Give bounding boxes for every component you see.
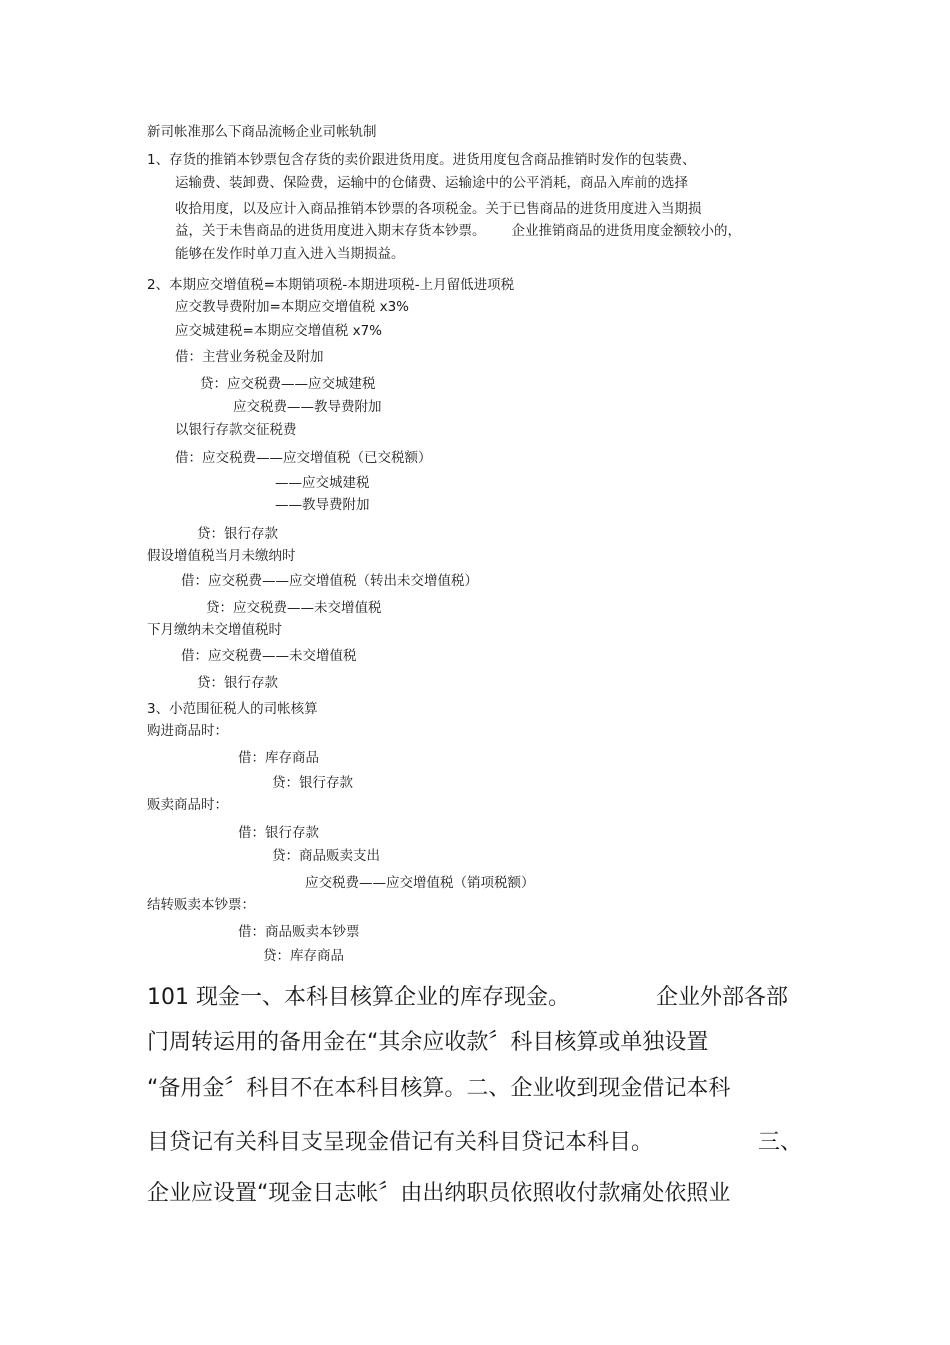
section2-line-17: 贷：银行存款 xyxy=(197,675,278,691)
section3-line-9: 结转贩卖本钞票： xyxy=(147,897,255,913)
section3-line-8: 应交税费——应交增值税（销项税额） xyxy=(305,875,535,891)
large-text-line-1b: 企业外部各部 xyxy=(656,985,789,1010)
section3-line-2: 购进商品时： xyxy=(147,723,228,739)
section2-line-5: 贷：应交税费——应交城建税 xyxy=(200,376,376,392)
section1-line-4a: 益，关于未售商品的进货用度进入期末存货本钞票。 xyxy=(175,223,486,239)
section3-line-5: 贩卖商品时： xyxy=(147,797,228,813)
section2-line-15: 下月缴纳未交增值税时 xyxy=(147,622,282,638)
section3-line-1: 3、小范围征税人的司帐核算 xyxy=(147,701,318,717)
section1-line-1: 1、存货的推销本钞票包含存货的卖价跟进货用度。进货用度包含商品推销时发作的包装费、 xyxy=(147,152,696,168)
section2-line-12: 假设增值税当月未缴纳时 xyxy=(147,548,296,564)
section3-line-10: 借：商品贩卖本钞票 xyxy=(238,924,360,940)
large-text-line-2: 门周转运用的备用金在“其余应收款〞科目核算或单独设置 xyxy=(147,1030,709,1055)
section2-line-14: 贷：应交税费——未交增值税 xyxy=(206,600,382,616)
section2-line-13: 借：应交税费——应交增值税（转出未交增值税） xyxy=(181,573,478,589)
section2-line-8: 借：应交税费——应交增值税（已交税额） xyxy=(175,450,432,466)
large-text-line-1a: 101 现金一、本科目核算企业的库存现金。 xyxy=(147,985,570,1010)
section2-line-16: 借：应交税费——未交增值税 xyxy=(181,648,357,664)
section1-line-5: 能够在发作时单刀直入进入当期损益。 xyxy=(175,246,405,262)
section2-line-4: 借：主营业务税金及附加 xyxy=(175,349,324,365)
section1-line-2: 运输费、装卸费、保险费，运输中的仓储费、运输途中的公平消耗，商品入库前的选择 xyxy=(175,175,688,191)
large-text-line-3: “备用金〞科目不在本科目核算。二、企业收到现金借记本科 xyxy=(147,1076,731,1101)
large-text-line-4b: 三、 xyxy=(758,1130,803,1155)
section2-line-2: 应交教导费附加=本期应交增值税 x3% xyxy=(175,299,410,315)
page-title: 新司帐准那么下商品流畅企业司帐轨制 xyxy=(147,124,377,140)
section3-line-11: 贷：库存商品 xyxy=(263,948,344,964)
section1-line-3: 收拾用度，以及应计入商品推销本钞票的各项税金。关于已售商品的进货用度进入当期损 xyxy=(175,201,702,217)
section2-line-7: 以银行存款交征税费 xyxy=(175,422,297,438)
section2-line-6: 应交税费——教导费附加 xyxy=(233,399,382,415)
large-text-line-4a: 目贷记有关科目支呈现金借记有关科目贷记本科目。 xyxy=(147,1130,654,1155)
section2-line-1: 2、本期应交增值税=本期销项税-本期进项税-上月留低进项税 xyxy=(147,277,515,293)
section3-line-4: 贷：银行存款 xyxy=(272,775,353,791)
section2-line-10: ——教导费附加 xyxy=(275,497,370,513)
section3-line-7: 贷：商品贩卖支出 xyxy=(272,848,380,864)
section3-line-6: 借：银行存款 xyxy=(238,825,319,841)
section2-line-3: 应交城建税=本期应交增值税 x7% xyxy=(175,323,383,339)
section3-line-3: 借：库存商品 xyxy=(238,750,319,766)
section2-line-11: 贷：银行存款 xyxy=(197,526,278,542)
section2-line-9: ——应交城建税 xyxy=(275,475,370,491)
section1-line-4 xyxy=(175,222,741,240)
large-text-line-5: 企业应设置“现金日志帐〞由出纳职员依照收付款痛处依照业 xyxy=(147,1181,731,1206)
section1-line-4b: 企业推销商品的进货用度金额较小的， xyxy=(511,223,741,239)
